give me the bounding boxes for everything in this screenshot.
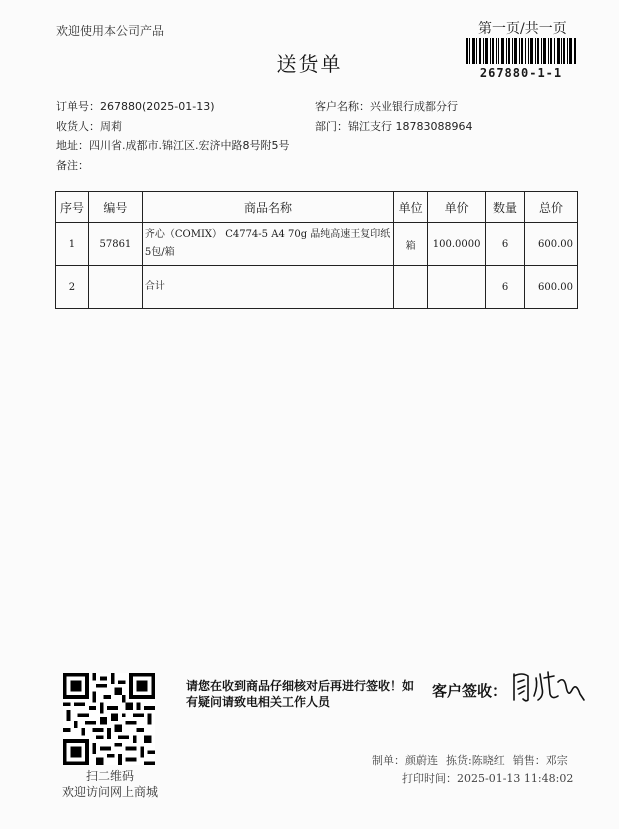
table-header-row: [56, 192, 578, 223]
header-product-name: 商品名称: [142, 192, 393, 223]
barcode-number: 267880-1-1: [479, 66, 563, 80]
barcode-graphic: [466, 38, 576, 64]
cell-unit: 箱: [394, 223, 428, 266]
cell-code: [88, 266, 142, 309]
sales-name: 销售：邓宗: [512, 754, 568, 767]
qr-code-icon[interactable]: [63, 673, 155, 765]
header-unit-price: 单价: [428, 192, 486, 223]
table-row: [56, 266, 578, 309]
cell-quantity: 6: [486, 266, 525, 309]
table-row: [56, 223, 578, 266]
cell-product-name: 合计: [142, 266, 393, 309]
cell-seq: 1: [56, 223, 89, 266]
cell-unit-price: 100.0000: [428, 223, 486, 266]
page-indicator: 第一页/共一页: [478, 21, 567, 37]
handwritten-signature: [508, 664, 588, 708]
order-number: 订单号：267880(2025-01-13): [56, 100, 215, 113]
remark: 备注：: [56, 159, 89, 172]
document-title: 送货单: [276, 52, 343, 76]
welcome-text: 欢迎使用本公司产品: [56, 24, 165, 38]
address: 地址：四川省.成都市.锦江区.宏济中路8号附5号: [56, 139, 290, 152]
cell-total: 600.00: [524, 266, 577, 309]
header-total: 总价: [524, 192, 577, 223]
header-seq: 序号: [56, 192, 89, 223]
cell-product-name: 齐心（COMIX） C4774-5 A4 70g 晶纯高速王复印纸 5包/箱: [142, 223, 393, 266]
qr-caption-mall: 欢迎访问网上商城: [61, 785, 158, 799]
header-quantity: 数量: [486, 192, 525, 223]
cell-seq: 2: [56, 266, 89, 309]
department: 部门：锦江支行 18783088964: [315, 120, 473, 133]
cell-total: 600.00: [524, 223, 577, 266]
header-unit: 单位: [394, 192, 428, 223]
cell-quantity: 6: [486, 223, 525, 266]
customer-signature-label: 客户签收：: [432, 682, 508, 700]
items-table: [55, 191, 578, 309]
qr-caption-scan: 扫二维码: [85, 769, 134, 783]
receipt-notice: 请您在收到商品仔细核对后再进行签收！如有疑问请致电相关工作人员: [186, 679, 415, 709]
cell-unit: [394, 266, 428, 309]
staff-line: [372, 752, 568, 768]
header-code: 编号: [88, 192, 142, 223]
maker-name: 制单：颜蔚连: [372, 754, 438, 767]
customer-name: 客户名称：兴业银行成都分行: [315, 100, 458, 113]
cell-unit-price: [428, 266, 486, 309]
picker-name: 拣货:陈晓红: [446, 754, 505, 767]
recipient: 收货人：周莉: [56, 120, 122, 133]
cell-code: 57861: [88, 223, 142, 266]
print-time: 打印时间：2025-01-13 11:48:02: [402, 772, 574, 785]
